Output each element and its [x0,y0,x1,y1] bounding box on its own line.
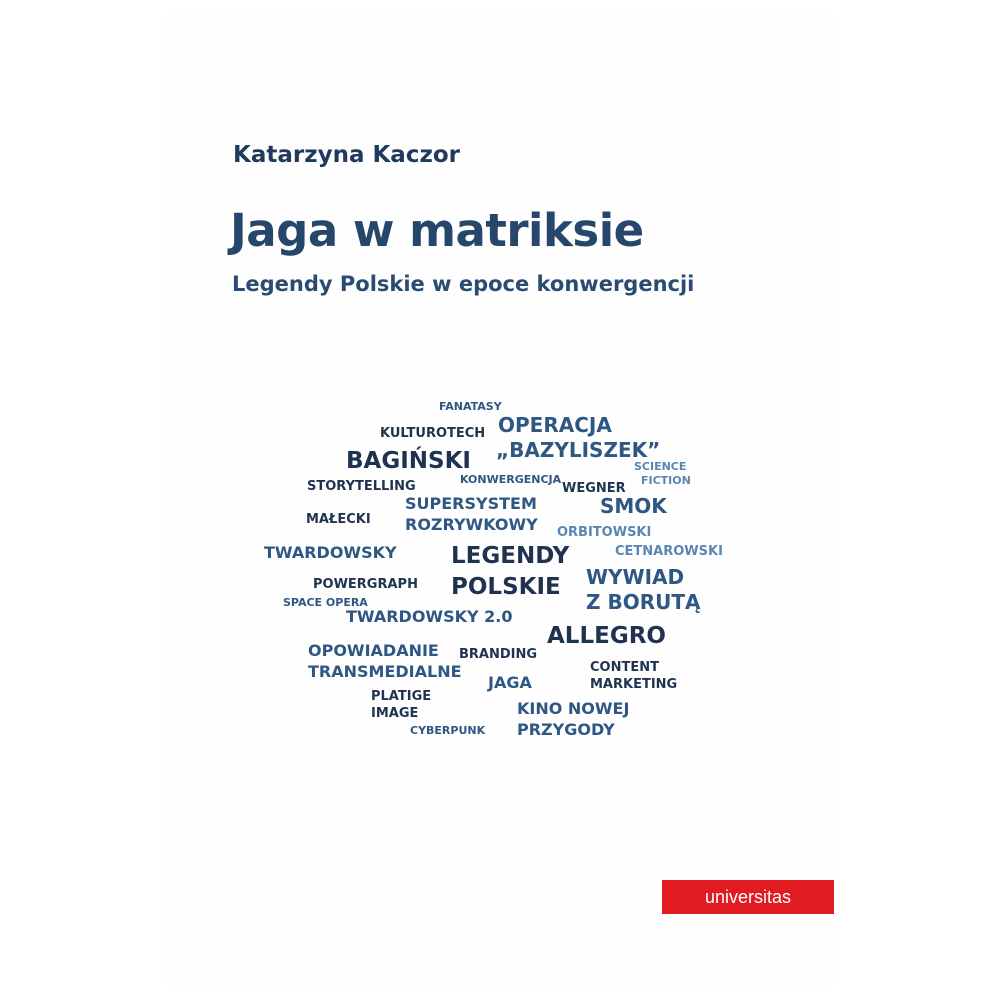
cloud-word-content: CONTENT [590,660,659,675]
cloud-word-transmedialne: TRANSMEDIALNE [308,662,462,681]
cloud-word-platige: PLATIGE [371,689,432,704]
cloud-word-kino-nowej: KINO NOWEJ [517,699,630,718]
cloud-word-allegro: ALLEGRO [547,623,666,649]
cloud-word-branding: BRANDING [459,647,538,662]
book-subtitle: Legendy Polskie w epoce konwergencji [232,272,695,296]
author-name: Katarzyna Kaczor [233,142,460,168]
cloud-word-storytelling: STORYTELLING [307,479,416,494]
cloud-word-space-opera: SPACE OPERA [283,596,368,609]
cloud-word-wywiad: WYWIAD [586,565,685,589]
cloud-word-science: SCIENCE [634,460,687,473]
cloud-word-marketing: MARKETING [590,677,678,692]
cloud-word-rozrywkowy: ROZRYWKOWY [405,515,538,534]
cloud-word-opowiadanie: OPOWIADANIE [308,641,439,660]
cloud-word-jaga: JAGA [488,673,532,692]
cloud-word-baginski: BAGIŃSKI [346,448,471,474]
book-title: Jaga w matriksie [230,204,644,257]
cloud-word-cetnarowski: CETNAROWSKI [615,544,723,559]
cloud-word-legendy: LEGENDY [451,543,570,569]
cloud-word-orbitowski: ORBITOWSKI [557,525,652,540]
cloud-word-z-boruta: Z BORUTĄ [586,590,701,614]
cloud-word-powergraph: POWERGRAPH [313,577,418,592]
cloud-word-smok: SMOK [600,494,667,518]
cloud-word-fanatasy: FANATASY [439,400,502,413]
publisher-logo: universitas [662,880,834,914]
cloud-word-bazyliszek: „BAZYLISZEK” [496,438,661,462]
cloud-word-przygody: PRZYGODY [517,720,615,739]
cloud-word-operacja: OPERACJA [498,413,612,437]
cloud-word-cyberpunk: CYBERPUNK [410,724,486,737]
cloud-word-malecki: MAŁECKI [306,512,371,527]
cloud-word-image: IMAGE [371,706,419,721]
cloud-word-fiction: FICTION [641,474,691,487]
cloud-word-wegner: WEGNER [562,481,626,496]
cloud-word-supersystem: SUPERSYSTEM [405,494,537,513]
cloud-word-konwergencja: KONWERGENCJA [460,473,562,486]
cloud-word-twardowsky-2: TWARDOWSKY 2.0 [346,607,513,626]
cloud-word-twardowsky: TWARDOWSKY [264,543,397,562]
cloud-word-kulturotech: KULTUROTECH [380,426,486,441]
cloud-word-polskie: POLSKIE [451,574,561,600]
